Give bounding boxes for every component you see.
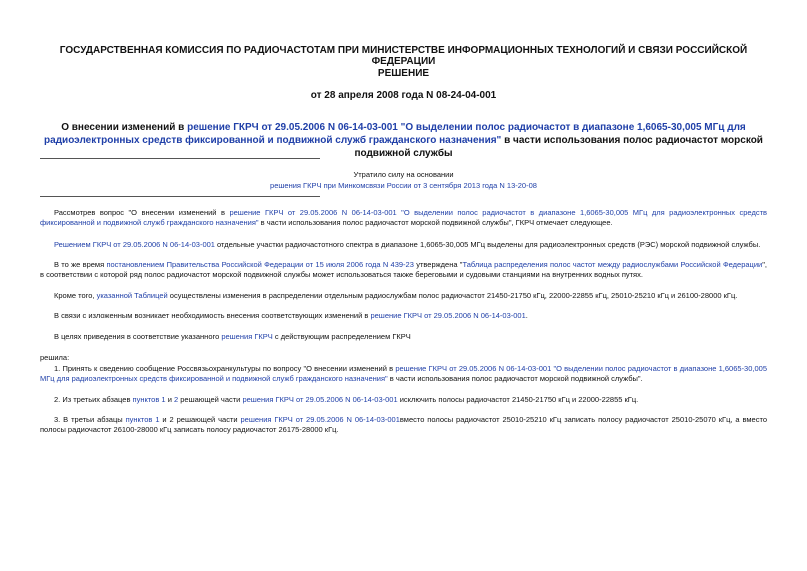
p6-text-1: В целях приведения в соответствие указанного (54, 332, 222, 341)
p2-text-1: отдельные участки радиочастотного спектра в диапазоне 1,6065-30,005 МГц выделены для радиоэлектронных средств (РЭС) морской подвижной службы. (214, 240, 761, 249)
p6-text-2: с действующим распределением ГКРЧ (272, 332, 411, 341)
item1-link[interactable]: решение ГКРЧ от 29.05.2006 N 06-14-03-001 "О выделении полос радиочастот в диапазоне 1,6065-30,005 МГц для радиоэлектронных средств фиксированной и подвижной служб гражданского назначения" (40, 364, 767, 383)
item2-link-2[interactable]: 2 (173, 395, 179, 404)
paragraph-2 (40, 240, 767, 250)
item-1 (40, 364, 767, 384)
item3-link-2[interactable]: решения ГКРЧ от 29.05.2006 N 06-14-03-001 (240, 415, 400, 424)
resolved-label: решила: (40, 353, 70, 362)
document-title (40, 121, 767, 160)
p2-link[interactable]: Решением ГКРЧ от 29.05.2006 N 06-14-03-001 (54, 240, 215, 249)
p3-text-3: ", в соответствии с которой ряд полос радиочастот морской подвижной службы может использоваться также береговыми и судовыми станциями на внутренних водных путях. (40, 260, 767, 279)
repeal-note-line: Утратило силу на основании (353, 170, 454, 179)
paragraph-3 (40, 260, 767, 280)
repeal-note-link-wrap (250, 181, 557, 190)
p5-text-1: В связи с изложенным возникает необходимость внесения соответствующих изменений в (54, 311, 371, 320)
separator-line (40, 158, 320, 159)
item3-text-1: 3. В третьи абзацы (54, 415, 126, 424)
item2-link-3[interactable]: решения ГКРЧ от 29.05.2006 N 06-14-03-001 (242, 395, 398, 404)
title-link[interactable]: решение ГКРЧ от 29.05.2006 N 06-14-03-001 "О выделении полос радиочастот в диапазоне 1,6065-30,005 МГц для радиоэлектронных средств фиксированной и подвижной служб гражданского назначения" (44, 122, 746, 146)
repeal-note-link[interactable]: решения ГКРЧ при Минкомсвязи России от 3 сентября 2013 года N 13-20-08 (270, 181, 537, 190)
item2-text-3: решающей части (178, 395, 243, 404)
commission-heading: ГОСУДАРСТВЕННАЯ КОМИССИЯ ПО РАДИОЧАСТОТАМ ПРИ МИНИСТЕРСТВЕ ИНФОРМАЦИОННЫХ ТЕХНОЛОГИЙ И СВЯЗИ РОССИЙСКОЙ ФЕДЕРАЦИИ (59, 45, 748, 67)
p1-text-1: Рассмотрев вопрос "О внесении изменений в (54, 208, 230, 217)
title-prefix: О внесении изменений в (61, 122, 188, 133)
item-3 (40, 415, 767, 435)
p1-text-2: в части использования полос радиочастот морской подвижной службы", ГКРЧ отмечает следующее. (258, 218, 613, 227)
paragraph-1 (40, 208, 767, 228)
p3-link-2[interactable]: Таблица распределения полос частот между радиослужбами Российской Федерации (462, 260, 763, 269)
p1-link[interactable]: решение ГКРЧ от 29.05.2006 N 06-14-03-001 "О выделении полос радиочастот в диапазоне 1,6065-30,005 МГц для радиоэлектронных средств фиксированной и подвижной служб гражданского назначения" (40, 208, 767, 227)
paragraph-6 (40, 332, 767, 342)
item-2 (40, 395, 767, 405)
title-suffix: в части использования полос радиочастот морской подвижной службы (354, 135, 763, 159)
p3-text-2: утверждена " (413, 260, 463, 269)
p5-text-2: . (525, 311, 528, 320)
p4-link[interactable]: указанной Таблицей (96, 291, 168, 300)
p5-link[interactable]: решение ГКРЧ от 29.05.2006 N 06-14-03-001 (370, 311, 526, 320)
item2-text-1: 2. Из третьих абзацев (54, 395, 133, 404)
p6-link[interactable]: решения ГКРЧ (221, 332, 273, 341)
paragraph-5 (40, 311, 767, 321)
item3-link-1[interactable]: пунктов 1 (125, 415, 160, 424)
item2-link-1[interactable]: пунктов 1 (132, 395, 166, 404)
item2-text-2: и (165, 395, 174, 404)
item3-text-2: и 2 решающей части (159, 415, 241, 424)
document-type: РЕШЕНИЕ (377, 68, 430, 79)
p4-text-1: Кроме того, (54, 291, 97, 300)
separator-line (40, 196, 320, 197)
item1-text-1: 1. Принять к сведению сообщение Россвязьохранкультуры по вопросу "О внесении изменений в (54, 364, 396, 373)
paragraph-4 (40, 291, 767, 301)
item1-text-2: в части использования полос радиочастот морской подвижной службы". (387, 374, 643, 383)
p3-link-1[interactable]: постановлением Правительства Российской Федерации от 15 июля 2006 года N 439-23 (106, 260, 414, 269)
p4-text-2: осуществлены изменения в распределении отдельным радиослужбам полос радиочастот 21450-21750 кГц, 22000-22855 кГц, 25010-25210 кГц и 26100-28000 кГц. (167, 291, 738, 300)
document-date-number: от 28 апреля 2008 года N 08-24-04-001 (310, 90, 497, 101)
item3-text-3: вместо полосы радиочастот 25010-25210 кГц записать полосу радиочастот 25010-25070 кГц, а вместо полосы радиочастот 26100-28000 кГц записать полосу радиочастот 26175-28000 кГц. (40, 415, 767, 434)
p3-text-1: В то же время (54, 260, 107, 269)
item2-text-4: исключить полосы радиочастот 21450-21750 кГц и 22000-22855 кГц. (397, 395, 639, 404)
